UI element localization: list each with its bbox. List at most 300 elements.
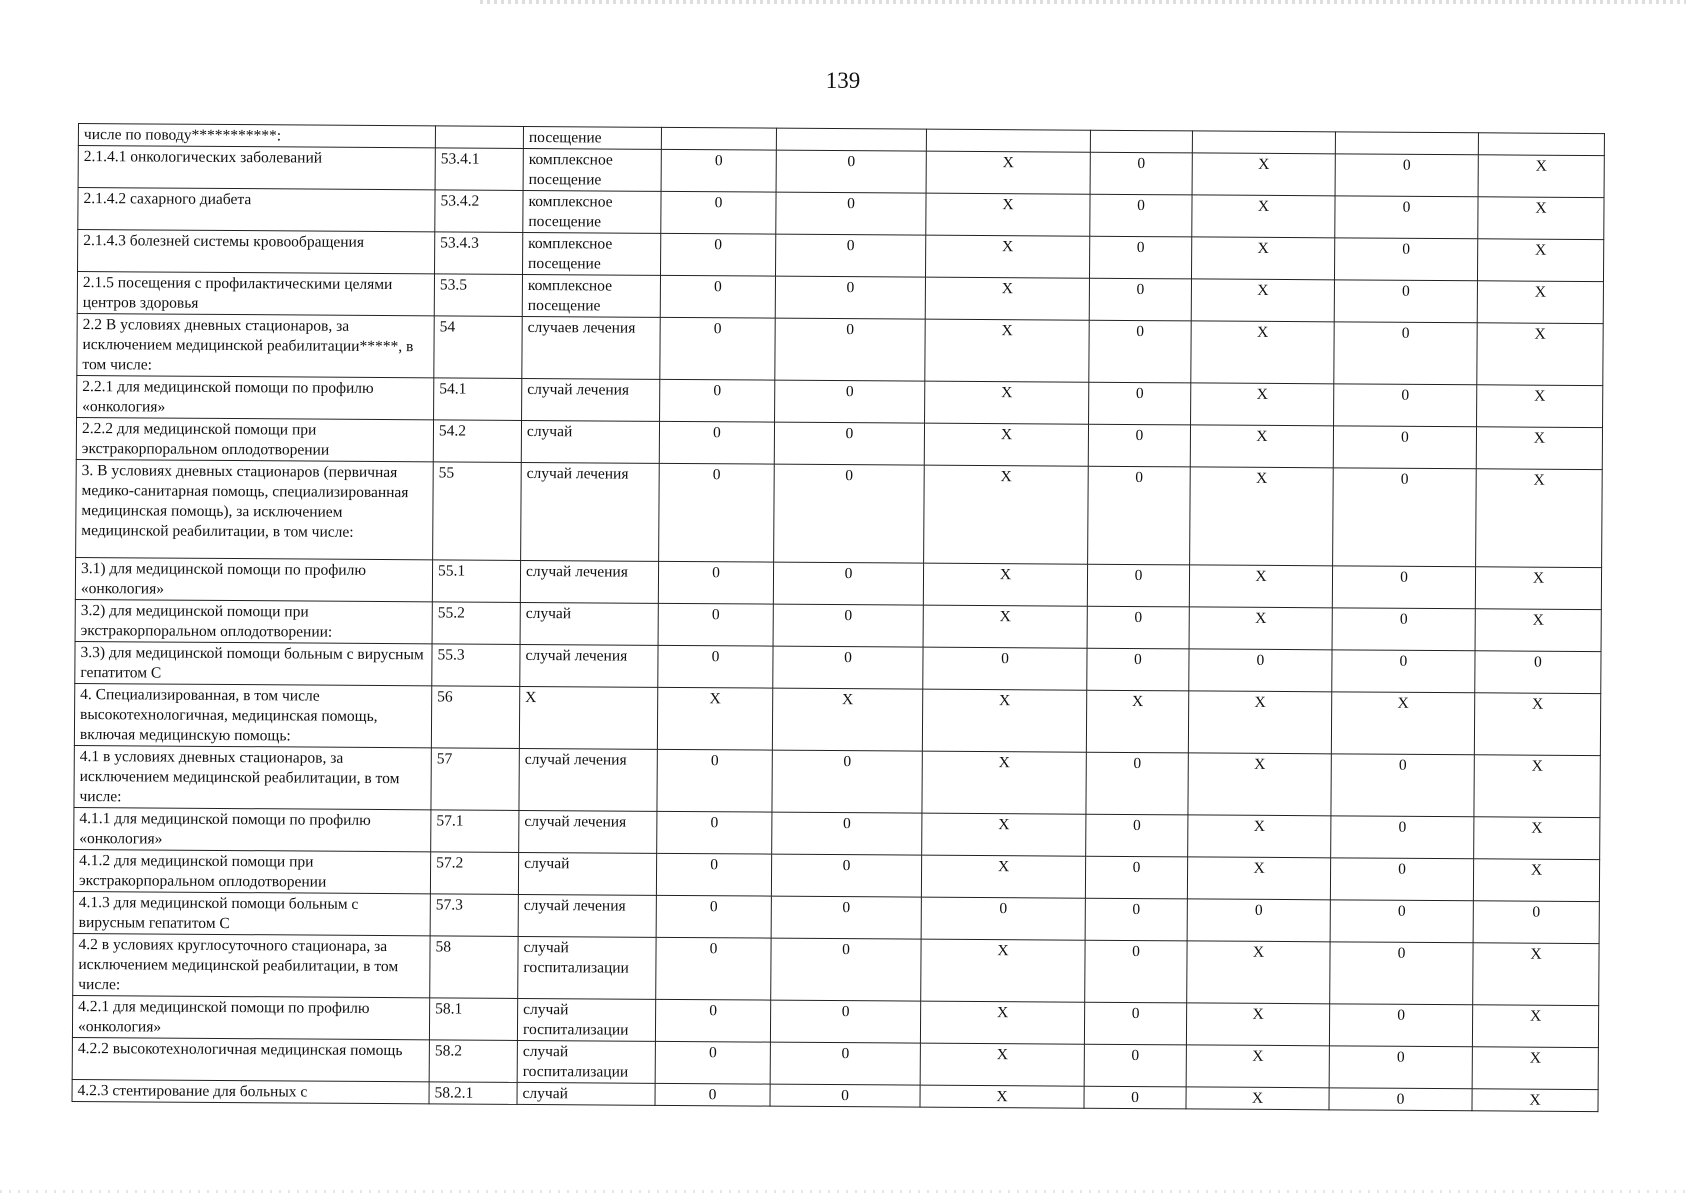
value-cell [1329,1004,1472,1047]
value-cell [1088,424,1190,467]
row-name-cell: 4.1 в условиях дневных стационаров, за исключением медицинской реабилитации, в том числе: [74,745,431,809]
value-text: X [1258,155,1270,173]
value-text: 0 [844,649,852,667]
value-cell [1329,1088,1472,1111]
value-cell [661,233,776,276]
value-text: 0 [713,424,721,442]
value-cell [1188,753,1331,816]
value-text: 0 [1135,427,1144,445]
value-text: 0 [1402,198,1411,216]
table-row [74,745,1600,817]
row-unit-cell: комплексное посещение [522,274,660,317]
value-cell [1087,606,1189,649]
value-cell [1186,1045,1329,1088]
value-text: X [1534,325,1546,343]
value-text: 0 [709,898,718,916]
value-cell [771,938,921,1001]
value-cell [922,751,1086,814]
value-text: 0 [845,383,854,401]
value-cell [773,562,923,605]
value-cell [655,999,770,1042]
value-text: X [1251,1089,1264,1107]
value-text: 0 [1398,818,1407,836]
value-text: 0 [1131,1047,1140,1065]
value-cell [923,605,1087,648]
value-cell [1188,691,1331,754]
data-table [72,123,1605,1112]
value-cell [1474,693,1600,756]
value-text: X [1533,471,1545,489]
value-text: 0 [1001,650,1009,668]
value-cell [1188,815,1331,858]
value-text: X [1257,239,1269,257]
value-text: 0 [1397,944,1406,962]
value-cell [1085,940,1187,1003]
row-name-cell: 2.1.4.3 болезней системы кровообращения [78,230,435,274]
value-text: X [1532,611,1544,629]
value-text: 0 [711,648,720,666]
value-cell [1084,1002,1186,1045]
value-text: 0 [1402,240,1411,258]
value-text: X [1535,199,1547,217]
value-cell [658,561,773,604]
row-code-cell: 55.2 [432,602,520,645]
row-unit-cell: X [519,686,657,749]
value-text: X [1529,1007,1542,1025]
value-text: X [1252,943,1265,961]
row-code-cell: 55 [433,462,522,561]
value-cell [1473,859,1599,902]
value-text: 0 [845,467,854,485]
row-code-cell: 54.1 [434,378,522,421]
value-text: X [1255,567,1267,585]
value-text: 0 [1400,568,1408,586]
value-text: X [1397,694,1409,712]
value-cell [1330,942,1473,1005]
value-cell [657,811,772,854]
value-cell [1477,385,1603,428]
value-cell [1192,195,1335,238]
value-cell [1088,466,1191,565]
table-row [76,459,1603,567]
value-text: 0 [1401,282,1410,300]
value-text: X [999,566,1012,584]
value-cell [660,379,775,422]
value-text: 0 [708,1044,717,1062]
value-text: 0 [841,1003,850,1021]
value-text: 0 [842,857,851,875]
value-cell [1192,153,1335,196]
row-unit-cell: случай [518,852,656,895]
value-text: 0 [844,607,853,625]
value-cell [657,749,772,812]
value-cell [1089,382,1191,425]
value-text: X [1531,819,1543,837]
value-text: 0 [846,279,855,297]
value-text: X [1532,569,1545,587]
value-text: 0 [713,320,722,338]
row-unit-cell: комплексное посещение [523,232,661,275]
value-cell [771,854,921,897]
value-cell [1331,692,1474,755]
row-unit-cell: случаев лечения [522,316,660,379]
value-cell [775,380,925,423]
row-name-cell: 3.1) для медицинской помощи по профилю «онкология» [75,557,432,601]
value-cell [1332,650,1475,693]
value-cell [1475,651,1601,694]
value-cell [1477,281,1603,324]
value-cell [1474,755,1600,818]
value-text: 0 [842,815,851,833]
value-cell [1473,901,1599,944]
scan-edge-top [480,0,1686,4]
value-cell [924,465,1089,564]
value-text: 0 [1132,859,1141,877]
value-text: X [1132,693,1144,711]
value-cell [655,1083,770,1106]
row-code-cell: 54.2 [433,420,521,463]
value-cell [659,421,774,464]
value-text: 0 [714,236,723,254]
value-text: X [996,1046,1008,1064]
value-cell [661,127,776,150]
value-text: 0 [842,941,850,959]
value-cell [1475,609,1601,652]
row-unit-cell: случай лечения [519,810,657,853]
value-cell [776,128,926,151]
value-text: 0 [714,194,723,212]
value-text: 0 [1136,323,1145,341]
value-text: 0 [1137,155,1146,173]
value-cell [770,1042,920,1085]
row-unit-cell: случай [520,602,658,645]
value-text: 0 [1135,469,1144,487]
value-cell [776,192,926,235]
row-code-cell: 53.4.2 [435,190,523,233]
value-cell [921,897,1085,940]
value-text: X [996,1004,1009,1022]
value-cell [1190,467,1334,566]
row-code-cell: 58 [430,936,518,999]
value-text: 0 [714,152,723,170]
row-name-cell: 4.1.1 для медицинской помощи по профилю «онкология» [74,807,431,851]
value-text: X [1253,817,1266,835]
value-cell [772,750,922,813]
value-text: 0 [1134,609,1143,627]
value-cell [1478,197,1604,240]
value-cell [658,645,773,688]
value-text: 0 [709,940,718,958]
value-cell [772,812,922,855]
value-cell [770,1000,920,1043]
value-cell [1333,426,1476,469]
value-cell [920,1001,1084,1044]
value-cell [1089,320,1191,383]
value-cell [1191,237,1334,280]
value-text: 0 [1399,610,1408,628]
value-text: X [1530,945,1542,963]
value-cell [1334,384,1477,427]
value-text: X [1530,861,1543,879]
value-cell [772,688,922,751]
value-cell [926,129,1090,152]
value-text: 0 [1397,1006,1406,1024]
row-code-cell: 57.1 [431,810,519,853]
value-cell [773,646,923,689]
row-unit-cell: комплексное посещение [523,148,661,191]
value-cell [657,687,772,750]
row-code-cell: 53.4.3 [435,232,523,275]
value-cell [658,603,773,646]
value-cell [1084,1086,1186,1109]
row-name-cell: 2.1.5 посещения с профилактическими целями центров здоровья [77,272,434,316]
value-text: 0 [1396,1048,1405,1066]
value-text: 0 [713,382,722,400]
value-text: 0 [847,153,856,171]
value-text: 0 [711,606,720,624]
value-cell [1473,943,1599,1006]
value-cell [774,464,925,563]
value-text: 0 [1132,901,1141,919]
value-text: X [999,692,1011,710]
value-text: 0 [842,899,851,917]
value-cell [660,317,775,380]
value-text: 0 [710,814,719,832]
value-cell [1089,236,1191,279]
row-name-cell: 2.2 В условиях дневных стационаров, за исключением медицинской реабилитации*****, в том числе: [77,313,434,377]
value-cell [1334,280,1477,323]
value-text: X [1254,693,1266,711]
value-text: 0 [999,900,1008,918]
row-code-cell: 58.2 [429,1040,517,1083]
page-number: 139 [825,68,861,93]
row-unit-cell: случай госпитализации [517,1040,655,1083]
value-cell [925,235,1089,278]
value-cell [1090,152,1192,195]
value-cell [660,275,775,318]
row-unit-cell: случай [517,1082,655,1105]
row-unit-cell: случай лечения [519,748,657,811]
value-text: X [709,690,721,708]
value-cell [1192,131,1335,154]
value-cell [923,563,1087,606]
value-cell [655,1041,770,1084]
value-text: X [1256,427,1268,445]
value-cell [773,604,923,647]
row-unit-cell: случай лечения [518,894,656,937]
value-cell [1334,238,1477,281]
row-code-cell [435,126,523,149]
value-cell [770,1084,920,1107]
value-cell [1085,856,1187,899]
value-cell [1187,899,1330,942]
value-text: 0 [1534,653,1542,671]
value-text: X [1532,695,1544,713]
scan-edge-bottom [0,1190,1686,1193]
value-cell [1090,130,1192,153]
value-cell [656,895,771,938]
value-cell [921,855,1085,898]
row-unit-cell: случай лечения [520,644,658,687]
value-text: X [1002,238,1014,256]
value-cell [926,193,1090,236]
value-text: 0 [1135,385,1144,403]
value-cell [656,853,771,896]
row-unit-cell: случай госпитализации [518,936,656,999]
value-text: 0 [710,752,719,770]
value-cell [1332,566,1475,609]
value-text: X [1253,859,1265,877]
value-cell [1474,817,1600,860]
value-text: 0 [1532,903,1541,921]
value-text: 0 [1254,901,1263,919]
value-text: X [1002,196,1014,214]
row-code-cell: 57.3 [430,894,518,937]
value-cell [1334,322,1477,385]
value-cell [1335,132,1478,155]
value-text: X [1252,1005,1264,1023]
value-text: 0 [1131,1089,1139,1107]
value-text: X [1000,468,1012,486]
value-cell [1331,754,1474,817]
value-text: X [1255,609,1267,627]
value-text: 0 [1131,1005,1140,1023]
value-cell [924,423,1088,466]
value-cell [1186,1003,1329,1046]
value-cell [1472,1005,1598,1048]
value-cell [925,381,1089,424]
value-cell [1086,814,1188,857]
value-text: X [1257,197,1270,215]
value-text: 0 [845,425,854,443]
value-cell [775,276,925,319]
value-cell [920,1043,1084,1086]
table-container [72,123,1604,1112]
value-text: 0 [1137,197,1145,215]
value-text: 0 [1399,652,1408,670]
row-name-cell: 2.1.4.2 сахарного диабета [78,188,435,232]
row-unit-cell: случай [521,420,659,463]
row-name-cell: 4.2 в условиях круглосуточного стационара, за исключением медицинской реабилитации, в том числе: [73,933,430,997]
value-text: 0 [1398,756,1407,774]
value-text: X [998,816,1010,834]
row-name-cell: 4.2.1 для медицинской помощи по профилю «онкология» [72,995,429,1039]
value-text: 0 [1402,156,1411,174]
value-cell [1332,608,1475,651]
row-name-cell: 2.2.2 для медицинской помощи при экстракорпоральном оплодотворении [76,417,433,461]
value-text: X [1529,1049,1541,1067]
value-cell [1476,427,1602,470]
value-text: X [1529,1091,1541,1109]
value-text: X [1257,281,1269,299]
value-cell [1086,690,1188,753]
row-unit-cell: случай госпитализации [517,998,655,1041]
value-text: X [1002,154,1014,172]
value-text: 0 [1398,860,1407,878]
value-cell [922,813,1086,856]
value-text: 0 [846,321,855,339]
value-cell [1187,941,1330,1004]
row-name-cell: числе по поводу***********: [78,124,435,148]
row-unit-cell: комплексное посещение [523,190,661,233]
row-unit-cell: посещение [523,126,661,149]
row-name-cell: 3.3) для медицинской помощи больным с вирусным гепатитом С [75,641,432,685]
value-cell [1335,196,1478,239]
value-text: X [1533,429,1546,447]
value-cell [774,422,924,465]
value-cell [1087,648,1189,691]
value-text: 0 [847,195,855,213]
row-code-cell: 56 [431,686,519,749]
value-text: X [1001,322,1013,340]
value-cell [1084,1044,1186,1087]
value-text: X [1256,469,1268,487]
value-cell [1478,155,1604,198]
value-cell [1333,468,1477,567]
value-cell [1476,469,1603,568]
value-cell [1191,383,1334,426]
value-cell [1191,321,1334,384]
value-text: X [1256,323,1269,341]
value-text: 0 [1134,567,1143,585]
value-cell [1087,564,1189,607]
value-cell [1086,752,1188,815]
value-text: X [1001,384,1013,402]
value-text: X [997,942,1009,960]
value-cell [921,939,1085,1002]
value-cell [1472,1089,1598,1112]
value-text: X [842,691,854,709]
value-text: 0 [846,237,855,255]
row-name-cell: 4.1.2 для медицинской помощи при экстракорпоральном оплодотворении [73,849,430,893]
value-text: 0 [708,1086,717,1104]
value-text: X [1535,241,1547,259]
value-text: 0 [1136,239,1145,257]
row-name-cell: 4.2.2 высокотехнологичная медицинская помощь [72,1037,429,1081]
row-name-cell: 4. Специализированная, в том числе высокотехнологичная, медицинская помощь, включая медицинскую помощь: [74,683,431,747]
value-cell [1475,567,1601,610]
row-code-cell: 54 [434,316,522,379]
value-cell [1478,133,1604,156]
value-text: X [996,1088,1008,1106]
value-cell [1330,900,1473,943]
value-text: 0 [841,1087,849,1105]
row-name-cell: 4.1.3 для медицинской помощи больным с вирусным гепатитом С [73,891,430,935]
value-text: X [1531,757,1543,775]
value-text: 0 [709,1002,718,1020]
row-code-cell: 57.2 [430,852,518,895]
value-text: 0 [1397,902,1406,920]
value-text: X [1254,755,1266,773]
value-cell [1472,1047,1598,1090]
value-cell [1189,565,1332,608]
value-text: 0 [1401,428,1409,446]
table-body [72,124,1604,1112]
value-text: X [998,754,1010,772]
value-cell [775,234,925,277]
value-text: 0 [1132,943,1140,961]
row-code-cell: 58.2.1 [429,1082,517,1105]
row-code-cell: 58.1 [429,998,517,1041]
row-unit-cell: случай лечения [521,462,660,561]
value-cell [661,149,776,192]
value-text: 0 [712,564,720,582]
value-text: 0 [843,753,852,771]
row-name-cell: 2.1.4.1 онкологических заболеваний [78,146,435,190]
value-cell [920,1085,1084,1108]
value-cell [925,277,1089,320]
value-cell [1191,279,1334,322]
